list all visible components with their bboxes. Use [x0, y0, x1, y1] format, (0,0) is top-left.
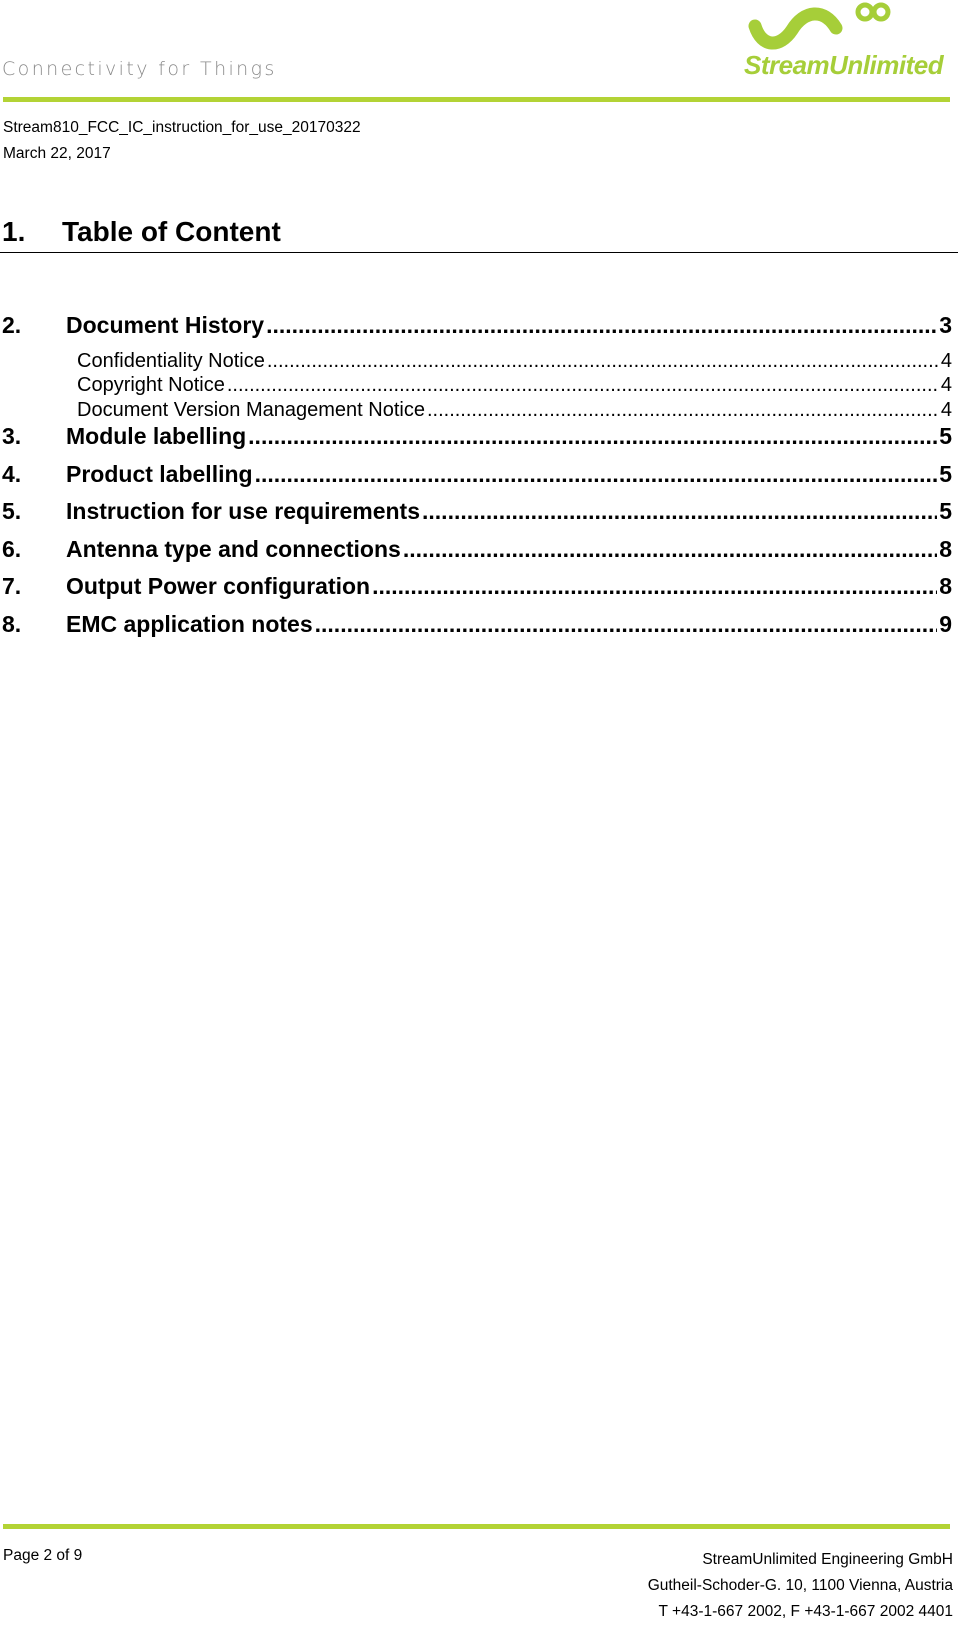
toc-entry-title: Output Power configuration	[66, 573, 371, 599]
toc-entry-instruction-for-use[interactable]	[0, 498, 958, 536]
toc-entry-page: 5	[939, 498, 952, 524]
toc-entry-title: Document Version Management Notice	[77, 398, 425, 421]
toc-entry-emc-application-notes[interactable]	[0, 611, 958, 649]
header-tagline: Connectivity for Things	[2, 58, 277, 80]
document-name: Stream810_FCC_IC_instruction_for_use_20170322	[3, 119, 361, 136]
toc-leader-dots	[315, 611, 938, 638]
toc-entry-number: 5.	[2, 498, 22, 524]
toc-leader-dots	[255, 461, 938, 488]
toc-entry-product-labelling[interactable]	[0, 461, 958, 499]
company-name: StreamUnlimited Engineering GmbH	[702, 1551, 953, 1568]
toc-entry-page: 3	[939, 312, 952, 338]
toc-leader-dots	[427, 399, 939, 422]
document-date: March 22, 2017	[3, 145, 111, 162]
toc-entry-title: Instruction for use requirements	[66, 498, 421, 524]
toc-entry-number: 4.	[2, 460, 22, 487]
toc-entry-number: 6.	[2, 535, 22, 562]
toc-entry-antenna-type[interactable]	[0, 536, 958, 574]
page-number: Page 2 of 9	[3, 1547, 83, 1564]
toc-entry-page: 8	[939, 535, 952, 562]
toc-entry-title: Module labelling	[66, 423, 247, 449]
toc-entry-copyright-notice[interactable]	[0, 374, 958, 399]
toc-entry-page: 9	[939, 610, 952, 637]
toc-leader-dots	[267, 350, 939, 373]
toc-entry-page: 5	[939, 423, 952, 449]
company-info	[648, 1547, 953, 1625]
toc-heading-title: Table of Content	[62, 216, 281, 247]
company-phone: T +43-1-667 2002, F +43-1-667 2002 4401	[658, 1603, 953, 1620]
toc-leader-dots	[266, 312, 937, 339]
toc-entry-title: Document History	[66, 312, 265, 338]
toc-heading-number: 1.	[2, 216, 26, 247]
toc-entry-number: 8.	[2, 610, 22, 637]
toc-entry-page: 4	[940, 374, 952, 396]
toc-leader-dots	[403, 536, 937, 563]
toc-entry-page: 5	[939, 460, 952, 487]
header-divider	[3, 97, 950, 102]
toc-entry-version-management-notice[interactable]	[0, 399, 958, 424]
toc-heading	[0, 216, 958, 253]
toc-leader-dots	[227, 374, 939, 397]
toc-entry-number: 7.	[2, 573, 22, 599]
toc-entry-page: 8	[939, 573, 952, 599]
toc-entry-number: 2.	[2, 312, 22, 338]
toc-entry-output-power[interactable]	[0, 573, 958, 611]
toc-entry-module-labelling[interactable]	[0, 423, 958, 461]
toc-entry-title: EMC application notes	[66, 610, 313, 637]
table-of-contents	[0, 312, 958, 648]
toc-leader-dots	[422, 498, 937, 525]
toc-entry-confidentiality-notice[interactable]	[0, 350, 958, 375]
toc-entry-page: 4	[940, 349, 952, 372]
toc-leader-dots	[372, 573, 937, 600]
toc-leader-dots	[248, 423, 937, 450]
toc-entry-title: Product labelling	[66, 460, 253, 487]
footer-divider	[3, 1524, 950, 1529]
logo-wordmark: StreamUnlimited	[744, 50, 944, 80]
toc-entry-title: Copyright Notice	[77, 374, 225, 396]
company-address: Gutheil-Schoder-G. 10, 1100 Vienna, Austria	[647, 1577, 953, 1594]
toc-entry-title: Confidentiality Notice	[77, 349, 265, 372]
toc-entry-document-history[interactable]	[0, 312, 958, 350]
toc-entry-number: 3.	[2, 423, 22, 449]
toc-entry-title: Antenna type and connections	[66, 535, 401, 562]
toc-entry-page: 4	[940, 398, 952, 421]
